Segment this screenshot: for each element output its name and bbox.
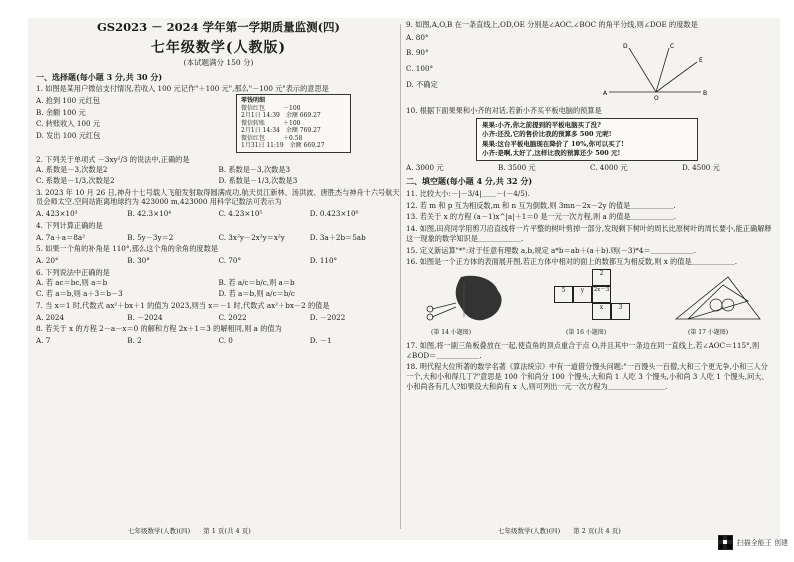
- option-d: D. 若 a＝b,则 a/c＝b/c: [218, 289, 295, 299]
- option-c: C. 系数是－1/3,次数是2: [36, 175, 115, 185]
- option-b: B. 30°: [127, 256, 150, 266]
- question-18: 18. 明代程大位所著的数学名著《算法统宗》中有一道借分馒头问题:"一百馒头一百僧,大和三个更无争,小和三人分一个,大和小和得几丁?"意思是 100 个和尚分 100 个馒头,大和尚 1 人吃 3 个馒头,小和尚 3 人吃 1 个馒头,问大、小和尚各有几人?如果设大和尚有 x 人,则可列出一元一次方程为＿＿＿＿＿＿＿＿.: [406, 362, 769, 391]
- triangle-rulers-figure: [668, 271, 768, 326]
- net-cell: 2x－3: [592, 286, 611, 303]
- qr-code-icon: [718, 535, 733, 550]
- section-heading: 一、选择题(每小题 3 分,共 30 分): [36, 71, 163, 82]
- question-text: 7. 当 x＝1 时,代数式 ax²＋bx＋1 的值为 2023,则当 x＝－1 时,代数式 ax²＋bx－2 的值是: [36, 300, 330, 310]
- label-d: D: [623, 43, 628, 50]
- cube-net: [554, 269, 644, 325]
- option-c: C. 0: [218, 336, 233, 346]
- receipt-line: 微信红包 －100: [241, 104, 301, 112]
- option-a: A. 80°: [406, 32, 429, 42]
- question-11: 11. 比较大小:－|－3/4|＿＿－(－4/5).: [406, 188, 530, 198]
- label-o: O: [654, 95, 659, 100]
- receipt-line: 微信转账 ＋100: [241, 119, 301, 127]
- net-cell: 3: [611, 303, 630, 320]
- question-text: 6. 下列说法中正确的是: [36, 267, 110, 277]
- option-a: A. 3000 元: [406, 163, 444, 173]
- option-c: C. 100°: [406, 64, 434, 74]
- figure-caption: (第 14 小题图): [431, 328, 472, 336]
- receipt-line: 微信红包 ＋0.58: [241, 134, 303, 142]
- angle-figure: [601, 40, 711, 100]
- option-a: A. 7: [36, 336, 51, 346]
- question-text: 9. 如图,A,O,B 在一条直线上,OD,OE 分别是∠AOC,∠BOC 的角平分线,则∠DOE 的度数是: [406, 20, 698, 29]
- question-text: 3. 2023 年 10 月 26 日,神舟十七号载人飞船发射取得圆满成功,航天员江新林、汤洪波、唐胜杰与神舟十六号航天员会师太空.空间站距离地球约为 423000 m,423000 用科学记数法可表示为: [36, 187, 400, 207]
- option-b: B. 余额 100 元: [36, 107, 86, 117]
- option-a: A. 20°: [36, 256, 59, 266]
- question-text: 1. 如图是某用户微信支付情况,若收入 100 元记作"＋100 元",那么"－100 元"表示的意思是: [36, 84, 329, 94]
- question-12: 12. 若 m 和 p 互为相反数,m 和 n 互为倒数,则 3mn－2x－2y 的值是＿＿＿＿＿＿.: [406, 200, 676, 210]
- option-c: C. 转账收入 100 元: [36, 119, 101, 129]
- option-c: C. 4000 元: [590, 163, 628, 173]
- option-c: C. 4.23×10⁵: [218, 209, 263, 219]
- exam-subject: 七年级数学(人教版): [150, 39, 287, 56]
- option-a: A. 若 ac＝bc,则 a＝b: [36, 278, 108, 288]
- option-d: D. 3a＋2b＝5ab: [309, 232, 366, 242]
- question-text: 4. 下列计算正确的是: [36, 220, 103, 230]
- right-column: [406, 18, 774, 392]
- exam-note: (本试题满分 150 分): [183, 58, 254, 68]
- option-b: B. 5y－3y＝2: [127, 232, 174, 242]
- watermark: [718, 535, 788, 550]
- dialogue-line: 果果:这台平板电脑现在降价了 10%,你可以买了!: [482, 139, 625, 148]
- question-5: [36, 244, 401, 265]
- net-cell: x: [592, 303, 611, 320]
- question-15: 15. 定义新运算"*":对于任意有理数 a,b,规定 a*b＝ab＋(a＋b).则(－3)*4＝＿＿＿＿＿＿.: [406, 245, 697, 255]
- exam-sheet: [28, 18, 780, 540]
- option-b: B. 系数是－3,次数是3: [218, 165, 291, 175]
- question-text: 2. 下列关于单项式 －3xy²/3 的说法中,正确的是: [36, 154, 190, 164]
- section-heading: 二、填空题(每小题 4 分,共 32 分): [406, 176, 533, 187]
- figure-caption: (第 17 小题图): [688, 328, 729, 336]
- question-7: [36, 301, 401, 322]
- receipt-line: 1月31日 11:19 余额 669.27: [241, 142, 325, 150]
- label-e: E: [699, 57, 703, 64]
- question-9: [406, 20, 774, 104]
- option-d: D. 发出 100 元红包: [36, 131, 101, 141]
- dialogue-box: [476, 118, 698, 162]
- leaf-figure: [416, 271, 526, 326]
- question-14: 14. 如图,田亮同学用剪刀沿直线将一片平整的树叶剪掉一部分,发现剩下树叶的周长比原树叶的周长要小,能正确解释这一现象的数学知识是＿＿＿＿＿＿.: [406, 224, 772, 243]
- question-2: [36, 155, 401, 186]
- question-13: 13. 若关于 x 的方程 (a－1)x^|a|＋1＝0 是一元一次方程,则 a 的值是＿＿＿＿＿＿.: [406, 212, 677, 222]
- option-d: D. 110°: [309, 256, 338, 266]
- net-cell: 2: [592, 269, 611, 286]
- option-a: A. 7a＋a＝8a²: [36, 232, 86, 242]
- option-c: C. 70°: [218, 256, 242, 266]
- question-text: 10. 根据下面果果和小齐的对话,若新小齐买平板电脑的预算是: [406, 106, 602, 115]
- exam-title: GS2023 － 2024 学年第一学期质量监测(四): [96, 20, 341, 34]
- option-d: D. 4500 元: [682, 163, 720, 173]
- option-c: C. 2022: [218, 312, 247, 322]
- option-a: A. 抢到 100 元红包: [36, 96, 100, 106]
- question-10: [406, 106, 774, 173]
- option-b: B. 3500 元: [498, 163, 536, 173]
- question-1: [36, 84, 401, 152]
- dialogue-line: 小齐:是啊,太好了,这样比我的预算还少 500 元!: [482, 148, 621, 157]
- question-3: [36, 188, 401, 219]
- option-b: B. －2024: [127, 312, 163, 322]
- option-b: B. 若 a/c＝b/c,则 a＝b: [218, 278, 295, 288]
- option-d: D. －2022: [309, 312, 346, 322]
- net-cell: y: [573, 286, 592, 303]
- receipt-line: 2月1日 14:34 余额 769.27: [241, 127, 321, 135]
- question-16: 16. 如图是一个正方体的表面展开图,若正方体中相对的面上的数都互为相反数,则 x 的值是＿＿＿＿＿＿.: [406, 257, 738, 267]
- question-text: 5. 如果一个角的补角是 110°,那么这个角的余角的度数是: [36, 244, 218, 254]
- wechat-receipt: [236, 94, 351, 153]
- option-b: B. 2: [127, 336, 142, 346]
- figures-row: [406, 269, 774, 339]
- net-cell: 5: [554, 286, 573, 303]
- label-b: B: [703, 90, 708, 97]
- option-d: D. 系数是－1/3,次数是3: [218, 175, 298, 185]
- label-c: C: [670, 43, 675, 50]
- receipt-line: 零钱明细: [241, 97, 266, 105]
- question-8: [36, 324, 401, 345]
- footer-right: 七年级数学(人教)(四) 第 2 页(共 4 页): [498, 527, 621, 535]
- watermark-text: 扫描全能王 创建: [736, 538, 788, 547]
- option-b: B. 90°: [406, 48, 429, 58]
- option-d: D. 0.423×10⁶: [309, 209, 359, 219]
- option-a: A. 系数是－3,次数是2: [36, 165, 108, 175]
- question-text: 8. 若关于 x 的方程 2－a－x＝0 的解和方程 2x＋1＝3 的解相同,则 a 的值为: [36, 324, 282, 334]
- question-4: [36, 221, 401, 242]
- figure-caption: (第 16 小题图): [566, 328, 607, 336]
- option-c: C. 3x²y－2x²y＝x²y: [218, 232, 285, 242]
- option-a: A. 423×10³: [36, 209, 78, 219]
- footer-left: 七年级数学(人教)(四) 第 1 页(共 4 页): [128, 527, 251, 535]
- question-6: [36, 268, 401, 299]
- option-d: D. －1: [309, 336, 332, 346]
- option-c: C. 若 a＝b,则 a＋3＝b－3: [36, 289, 123, 299]
- dialogue-line: 小齐:还没,它的售价比我的预算多 500 元呢!: [482, 130, 612, 139]
- option-d: D. 不确定: [406, 79, 438, 89]
- question-17: 17. 如图,将一副三角板叠放在一起,使直角的顶点重合于点 O,并且其中一条边在同一直线上,若∠AOC＝115°,则∠BOD＝＿＿＿＿＿＿.: [406, 340, 760, 360]
- left-column: [36, 18, 401, 346]
- dialogue-line: 果果:小齐,你之前提到的平板电脑买了没?: [482, 120, 601, 129]
- receipt-line: 2月1日 14:39 余额 669.27: [241, 112, 321, 120]
- option-a: A. 2024: [36, 312, 65, 322]
- label-a: A: [603, 90, 608, 97]
- option-b: B. 42.3×10⁴: [127, 209, 172, 219]
